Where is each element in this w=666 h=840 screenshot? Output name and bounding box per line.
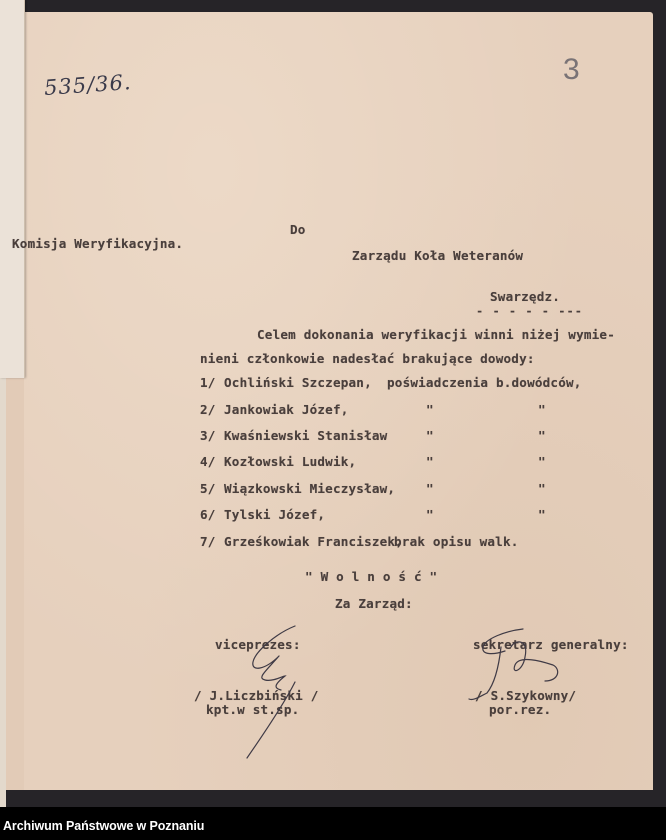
ditto-mark: " <box>426 428 434 443</box>
closing-motto: " W o l n o ś ć " <box>305 569 438 584</box>
signatory-role-sekretarz: sekretarz generalny: <box>473 637 629 652</box>
missing-document: poświadczenia b.dowódców, <box>387 375 582 390</box>
member-number: 1/ <box>200 375 216 390</box>
signatory-rank-viceprezes: kpt.w st.sp. <box>206 702 300 717</box>
ditto-mark: " <box>538 402 546 417</box>
signatory-name-viceprezes: / J.Liczbiński / <box>194 688 319 703</box>
handwritten-page-number: 3 <box>563 53 580 86</box>
member-name: Jankowiak Józef, <box>224 402 349 417</box>
member-name: Wiązkowski Mieczysław, <box>224 481 396 496</box>
member-number: 4/ <box>200 454 216 469</box>
body-line-1: Celem dokonania weryfikacji winni niżej wymie- <box>257 327 615 342</box>
ditto-mark: " <box>538 428 546 443</box>
member-name: Tylski Józef, <box>224 507 326 522</box>
ditto-mark: " <box>426 481 434 496</box>
ditto-mark: " <box>538 481 546 496</box>
addressee-to: Do <box>290 222 306 237</box>
closing-on-behalf: Za Zarząd: <box>335 596 413 611</box>
ditto-mark: " <box>426 454 434 469</box>
archive-caption: Archiwum Państwowe w Poznaniu <box>3 819 205 833</box>
member-number: 2/ <box>200 402 216 417</box>
letter-paper <box>24 12 653 790</box>
underlying-sheet-edge <box>0 0 25 378</box>
ditto-mark: " <box>426 402 434 417</box>
missing-document: brak opisu walk. <box>394 534 519 549</box>
member-name: Kwaśniewski Stanisław <box>224 428 388 443</box>
member-name: Grześkowiak Franciszek, <box>224 534 403 549</box>
handwritten-reference-number: 535/36. <box>43 69 133 101</box>
member-number: 6/ <box>200 507 216 522</box>
archive-caption-bar <box>0 807 666 840</box>
sender-name: Komisja Weryfikacyjna. <box>12 236 184 251</box>
place-underline: - - - - - --- <box>476 304 583 318</box>
paper-left-extension <box>6 378 26 790</box>
recipient-place: Swarzędz. <box>490 289 561 304</box>
ditto-mark: " <box>426 507 434 522</box>
signatory-rank-sekretarz: por.rez. <box>489 702 552 717</box>
body-line-2: nieni członkowie nadesłać brakujące dowody: <box>200 351 535 366</box>
member-name: Kozłowski Ludwik, <box>224 454 357 469</box>
member-name: Ochliński Szczepan, <box>224 375 372 390</box>
member-number: 5/ <box>200 481 216 496</box>
ditto-mark: " <box>538 454 546 469</box>
member-number: 7/ <box>200 534 216 549</box>
member-number: 3/ <box>200 428 216 443</box>
signatory-name-sekretarz: / S.Szykowny/ <box>475 688 577 703</box>
ditto-mark: " <box>538 507 546 522</box>
recipient-name: Zarządu Koła Weteranów <box>352 248 524 263</box>
signatory-role-viceprezes: viceprezes: <box>215 637 301 652</box>
